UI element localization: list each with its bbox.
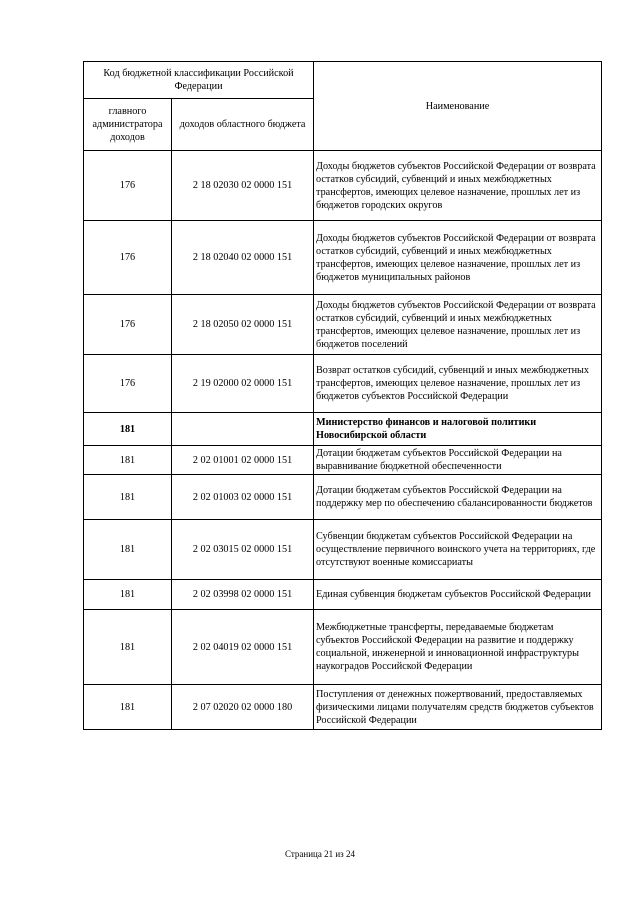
income-name-cell: Дотации бюджетам субъектов Российской Федерации на поддержку мер по обеспечению сбалансированности бюджетов <box>314 475 602 520</box>
income-code-cell <box>172 413 314 446</box>
admin-code-cell: 176 <box>84 295 172 355</box>
table-row <box>84 520 602 580</box>
admin-code-cell: 176 <box>84 221 172 295</box>
admin-code-cell: 181 <box>84 475 172 520</box>
income-code-cell: 2 02 01003 02 0000 151 <box>172 475 314 520</box>
income-name-cell: Единая субвенция бюджетам субъектов Российской Федерации <box>314 580 602 610</box>
table-row <box>84 475 602 520</box>
income-name-cell: Возврат остатков субсидий, субвенций и иных межбюджетных трансфертов, имеющих целевое назначение, прошлых лет из бюджетов субъектов Российской Федерации <box>314 355 602 413</box>
table-row <box>84 295 602 355</box>
income-code-cell: 2 02 03998 02 0000 151 <box>172 580 314 610</box>
admin-code-cell: 181 <box>84 520 172 580</box>
table-row <box>84 446 602 475</box>
table-row <box>84 151 602 221</box>
income-name-cell: Доходы бюджетов субъектов Российской Федерации от возврата остатков субсидий, субвенций и иных межбюджетных трансфертов, имеющих целевое назначение, прошлых лет из бюджетов муниципальных районов <box>314 221 602 295</box>
header-code-column: доходов областного бюджета <box>172 99 314 151</box>
admin-code-cell: 181 <box>84 446 172 475</box>
income-code-cell: 2 19 02000 02 0000 151 <box>172 355 314 413</box>
income-name-cell: Доходы бюджетов субъектов Российской Федерации от возврата остатков субсидий, субвенций и иных межбюджетных трансфертов, имеющих целевое назначение, прошлых лет из бюджетов поселений <box>314 295 602 355</box>
table-row <box>84 221 602 295</box>
income-name-cell: Дотации бюджетам субъектов Российской Федерации на выравнивание бюджетной обеспеченности <box>314 446 602 475</box>
admin-code-cell: 181 <box>84 685 172 730</box>
income-name-cell: Субвенции бюджетам субъектов Российской Федерации на осуществление первичного воинского учета на территориях, где отсутствуют военные комиссариаты <box>314 520 602 580</box>
table-row <box>84 580 602 610</box>
budget-classification-table <box>83 61 602 730</box>
admin-code-cell: 181 <box>84 610 172 685</box>
header-admin-column: главного администратора доходов <box>84 99 172 151</box>
admin-code-cell: 176 <box>84 151 172 221</box>
income-name-cell: Доходы бюджетов субъектов Российской Федерации от возврата остатков субсидий, субвенций и иных межбюджетных трансфертов, имеющих целевое назначение, прошлых лет из бюджетов городских округов <box>314 151 602 221</box>
ministry-row <box>84 413 602 446</box>
table-row <box>84 685 602 730</box>
income-code-cell: 2 02 03015 02 0000 151 <box>172 520 314 580</box>
table-row <box>84 610 602 685</box>
income-code-cell: 2 18 02030 02 0000 151 <box>172 151 314 221</box>
income-name-cell: Межбюджетные трансферты, передаваемые бюджетам субъектов Российской Федерации на развитие и поддержку социальной, инженерной и инновационной инфраструктуры наукоградов Российской Федерации <box>314 610 602 685</box>
header-group-title: Код бюджетной классификации Российской Федерации <box>84 62 314 99</box>
income-code-cell: 2 02 04019 02 0000 151 <box>172 610 314 685</box>
income-code-cell: 2 07 02020 02 0000 180 <box>172 685 314 730</box>
admin-code-cell: 176 <box>84 355 172 413</box>
page-number: Страница 21 из 24 <box>285 849 355 859</box>
income-code-cell: 2 18 02050 02 0000 151 <box>172 295 314 355</box>
income-code-cell: 2 18 02040 02 0000 151 <box>172 221 314 295</box>
admin-code-cell: 181 <box>84 413 172 446</box>
ministry-name-cell: Министерство финансов и налоговой политики Новосибирской области <box>314 413 602 446</box>
header-name-column: Наименование <box>314 62 602 151</box>
table-row <box>84 355 602 413</box>
income-code-cell: 2 02 01001 02 0000 151 <box>172 446 314 475</box>
income-name-cell: Поступления от денежных пожертвований, предоставляемых физическими лицами получателям средств бюджетов субъектов Российской Федерации <box>314 685 602 730</box>
admin-code-cell: 181 <box>84 580 172 610</box>
